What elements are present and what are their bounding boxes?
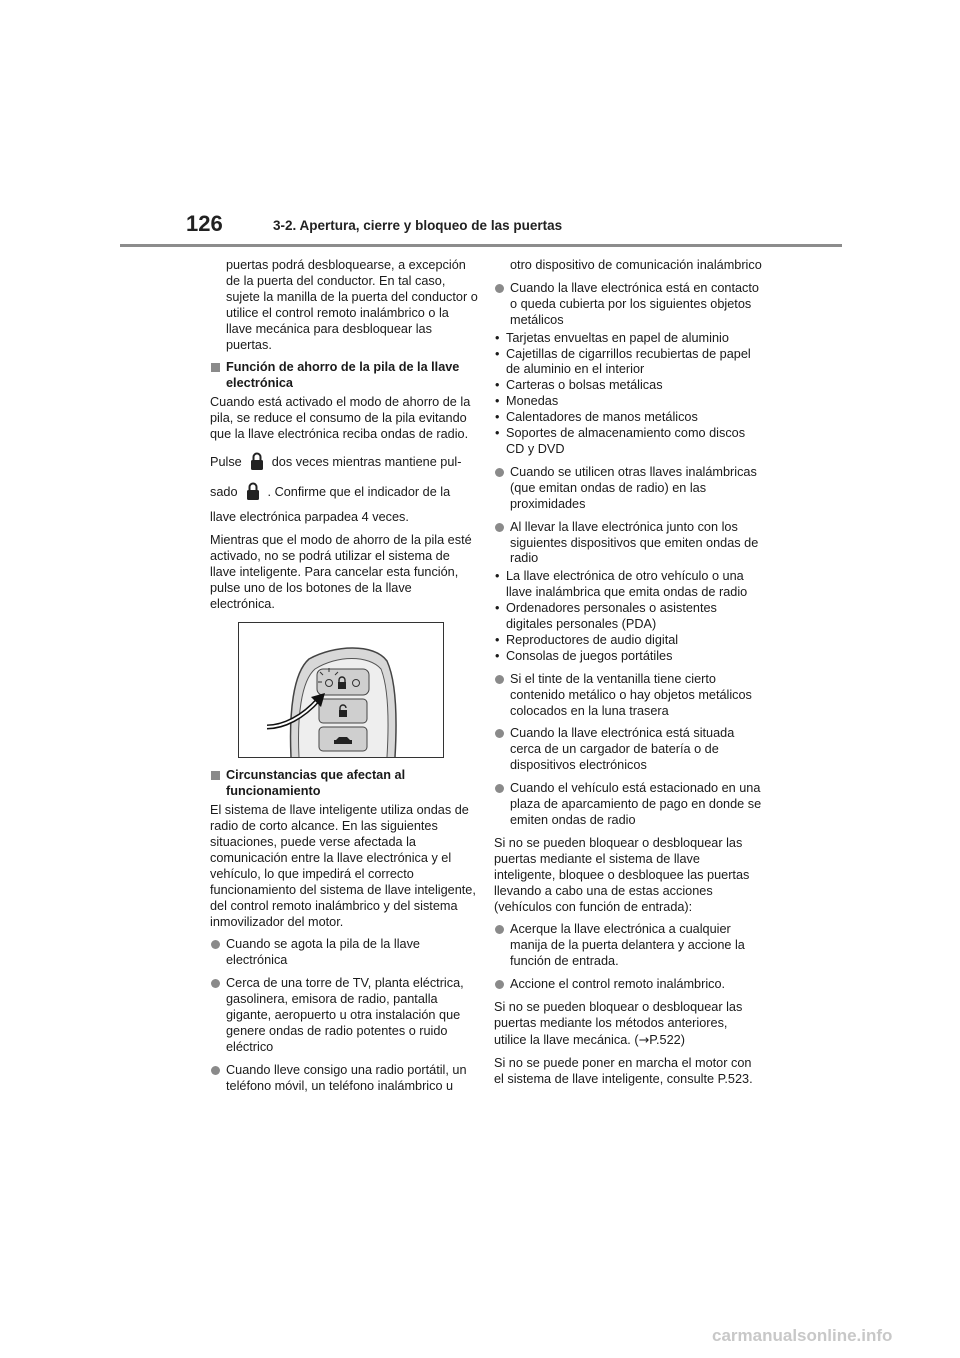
right-column xyxy=(494,258,762,1095)
continuation-text: otro dispositivo de comunicación inalámbrico xyxy=(510,258,762,272)
page-reference-link[interactable]: P.522) xyxy=(649,1032,685,1047)
lock-icon xyxy=(246,481,260,506)
section-title: 3-2. Apertura, cierre y bloqueo de las puertas xyxy=(273,218,563,233)
bullet-item: Accione el control remoto inalámbrico. xyxy=(494,977,762,993)
pulse-text-a: Pulse xyxy=(210,455,242,470)
smart-key-illustration xyxy=(238,622,444,758)
bullet-item: Cuando la llave electrónica está en contacto o queda cubierta por los siguientes objetos metálicos xyxy=(494,281,762,329)
smart-key-drawing xyxy=(239,623,443,757)
sub-list-item: • Calentadores de manos metálicos xyxy=(494,410,762,426)
sub-list xyxy=(494,569,762,664)
bullet-item: Cuando la llave electrónica está situada cerca de un cargador de batería o de dispositivos electrónicos xyxy=(494,726,762,774)
battery-saving-paragraph: Cuando está activado el modo de ahorro de la pila, se reduce el consumo de la pila evitando que la llave electrónica reciba ondas de radio. xyxy=(210,395,471,442)
circumstances-heading: Circunstancias que afectan al funcionamiento xyxy=(210,768,478,800)
battery-saving-paragraph-2: Mientras que el modo de ahorro de la pila esté activado, no se podrá utilizar el sistema de llave inteligente. Para cancelar esta función, pulse uno de los botones de la llave electrónica. xyxy=(210,532,472,611)
sub-list-item: • Monedas xyxy=(494,394,762,410)
sub-list-item: • Soportes de almacenamiento como discos CD y DVD xyxy=(494,426,762,458)
sub-list-item: • Consolas de juegos portátiles xyxy=(494,649,762,665)
bullet-item: Cuando lleve consigo una radio portátil, un teléfono móvil, un teléfono inalámbrico u xyxy=(210,1063,478,1095)
pulse-text-b: dos veces mientras mantiene pul- xyxy=(271,455,462,470)
fallback-paragraph: Si no se pueden bloquear o desbloquear las puertas mediante el sistema de llave inteligente, bloquee o desbloquee las puertas llevando a cabo una de estas acciones (vehículos con función de entrada): xyxy=(494,835,750,914)
watermark: carmanualsonline.info xyxy=(712,1326,893,1345)
sado-line xyxy=(210,480,478,506)
reference-arrow: → xyxy=(638,1031,650,1047)
sub-list-item: • La llave electrónica de otro vehículo o una llave inalámbrica que emita ondas de radio xyxy=(494,569,762,601)
mechanical-key-text: Si no se pueden bloquear o desbloquear las puertas mediante los métodos anteriores, utilice la llave mecánica. ( xyxy=(494,1000,743,1047)
sub-list-item: • Reproductores de audio digital xyxy=(494,633,762,649)
bullet-item: Acerque la llave electrónica a cualquier manija de la puerta delantera y accione la función de entrada. xyxy=(494,922,762,970)
left-column xyxy=(210,258,478,1102)
battery-saving-heading: Función de ahorro de la pila de la llave electrónica xyxy=(210,360,478,392)
sado-text-a: sado xyxy=(210,485,238,500)
bullet-item: Cuando el vehículo está estacionado en una plaza de aparcamiento de pago en donde se emiten ondas de radio xyxy=(494,781,762,829)
pulse-line xyxy=(210,450,478,476)
header-rule xyxy=(120,244,842,247)
sub-list-item: • Cajetillas de cigarrillos recubiertas de papel de aluminio en el interior xyxy=(494,347,762,379)
intro-paragraph: puertas podrá desbloquearse, a excepción de la puerta del conductor. En tal caso, sujete la manilla de la puerta del conductor o utilice el control remoto inalámbrico o la llave mecánica para desbloquear las puertas. xyxy=(226,258,478,352)
sado-text-b: . Confirme que el indicador de la xyxy=(267,485,451,500)
mechanical-key-paragraph xyxy=(494,1000,762,1049)
circumstances-paragraph: El sistema de llave inteligente utiliza ondas de radio de corto alcance. En las siguientes situaciones, puede verse afectada la comunicación entre la llave electrónica y el vehículo, lo que impedirá el correcto funcionamiento del sistema de llave inteligente, del control remoto inalámbrico y del sistema inmovilizador del motor. xyxy=(210,803,476,929)
page-number: 126 xyxy=(186,211,223,236)
lock-icon xyxy=(250,451,264,476)
sub-list xyxy=(494,331,762,458)
engine-start-paragraph: Si no se puede poner en marcha el motor con el sistema de llave inteligente, consulte P.523. xyxy=(494,1055,753,1086)
bullet-item: Cuando se utilicen otras llaves inalámbricas (que emitan ondas de radio) en las proximidades xyxy=(494,465,762,513)
bullet-item: Cerca de una torre de TV, planta eléctrica, gasolinera, emisora de radio, pantalla gigante, aeropuerto u otra instalación que genere ondas de radio potentes o ruido eléctrico xyxy=(210,976,478,1056)
bullet-item: Si el tinte de la ventanilla tiene cierto contenido metálico o hay objetos metálicos colocados en la luna trasera xyxy=(494,672,762,720)
sub-list-item: • Tarjetas envueltas en papel de aluminio xyxy=(494,331,762,347)
bullet-item: Al llevar la llave electrónica junto con los siguientes dispositivos que emiten ondas de radio xyxy=(494,520,762,568)
sub-list-item: • Carteras o bolsas metálicas xyxy=(494,378,762,394)
bullet-item: Cuando se agota la pila de la llave electrónica xyxy=(210,937,478,969)
sub-list-item: • Ordenadores personales o asistentes digitales personales (PDA) xyxy=(494,601,762,633)
sado-text-c: llave electrónica parpadea 4 veces. xyxy=(210,509,409,524)
